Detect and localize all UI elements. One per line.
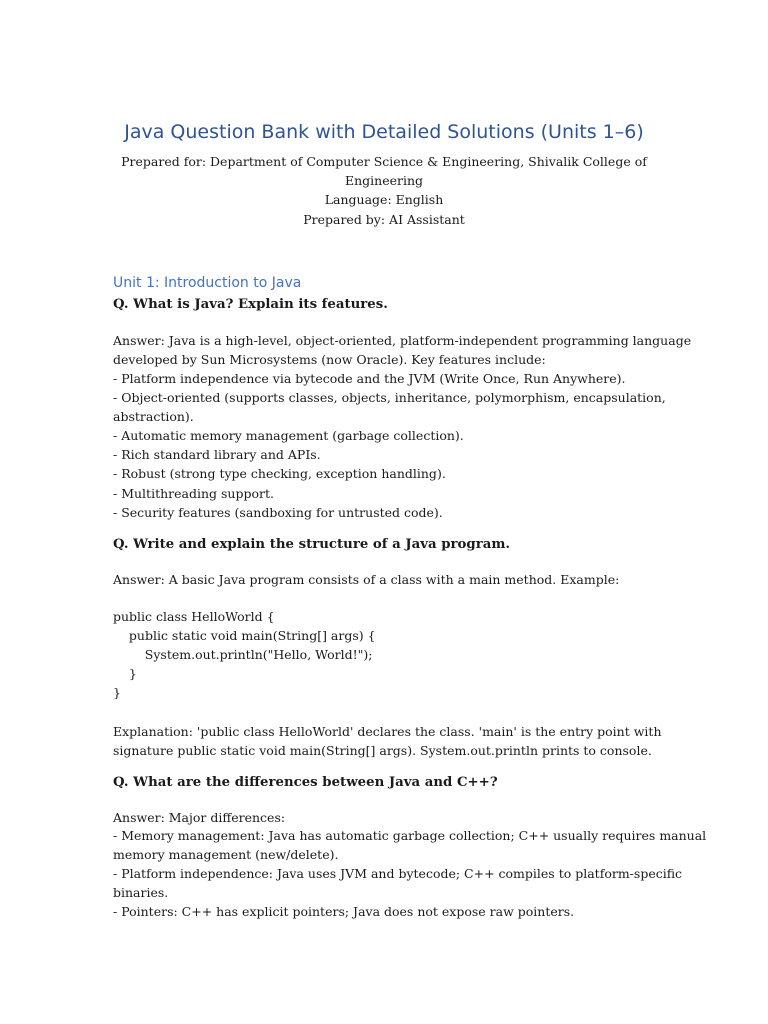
answer-intro: Answer: A basic Java program consists of a class with a main method. Example: — [113, 572, 620, 587]
answer-line: - Security features (sandboxing for untrusted code). — [113, 505, 443, 520]
answer-line: developed by Sun Microsystems (now Oracle). Key features include: — [113, 352, 546, 367]
code-line: public static void main(String[] args) { — [113, 628, 376, 643]
question-1: Q. What is Java? Explain its features. — [113, 297, 388, 312]
document-meta — [120, 152, 648, 229]
code-line: } — [113, 685, 121, 700]
explanation-line: signature public static void main(String[] args). System.out.println prints to console. — [113, 743, 652, 758]
answer-line: - Platform independence: Java uses JVM and bytecode; C++ compiles to platform-specific — [113, 866, 683, 881]
answer-line: abstraction). — [113, 409, 194, 424]
code-line: public class HelloWorld { — [113, 609, 275, 624]
question-2: Q. Write and explain the structure of a Java program. — [113, 537, 511, 552]
answer-line: - Object-oriented (supports classes, objects, inheritance, polymorphism, encapsulation, — [113, 390, 666, 405]
document-title: Java Question Bank with Detailed Solutions (Units 1–6) — [124, 121, 644, 143]
answer-line: - Platform independence via bytecode and the JVM (Write Once, Run Anywhere). — [113, 371, 626, 386]
answer-line: - Memory management: Java has automatic garbage collection; C++ usually requires manual — [113, 828, 707, 843]
unit-1-heading: Unit 1: Introduction to Java — [113, 275, 302, 291]
answer-line: Answer: Java is a high-level, object-oriented, platform-independent programming language — [113, 333, 692, 348]
meta-language: Language: English — [324, 192, 444, 208]
answer-line: memory management (new/delete). — [113, 847, 339, 862]
code-line: System.out.println("Hello, World!"); — [113, 647, 373, 662]
explanation-line: Explanation: 'public class HelloWorld' declares the class. 'main' is the entry point with — [113, 724, 662, 739]
meta-prepared-by: Prepared by: AI Assistant — [303, 211, 465, 227]
meta-prepared-for-continued: Engineering — [344, 173, 424, 189]
meta-prepared-for: Prepared for: Department of Computer Science & Engineering, Shivalik College of — [121, 154, 647, 169]
question-3: Q. What are the differences between Java and C++? — [113, 775, 498, 790]
code-line: } — [113, 666, 137, 681]
answer-line: - Robust (strong type checking, exception handling). — [113, 466, 446, 481]
answer-line: binaries. — [113, 885, 169, 900]
answer-line: - Rich standard library and APIs. — [113, 447, 321, 462]
answer-line: - Pointers: C++ has explicit pointers; Java does not expose raw pointers. — [113, 904, 575, 919]
answer-line: Answer: Major differences: — [113, 810, 286, 825]
answer-line: - Automatic memory management (garbage collection). — [113, 428, 464, 443]
answer-line: - Multithreading support. — [113, 486, 274, 501]
